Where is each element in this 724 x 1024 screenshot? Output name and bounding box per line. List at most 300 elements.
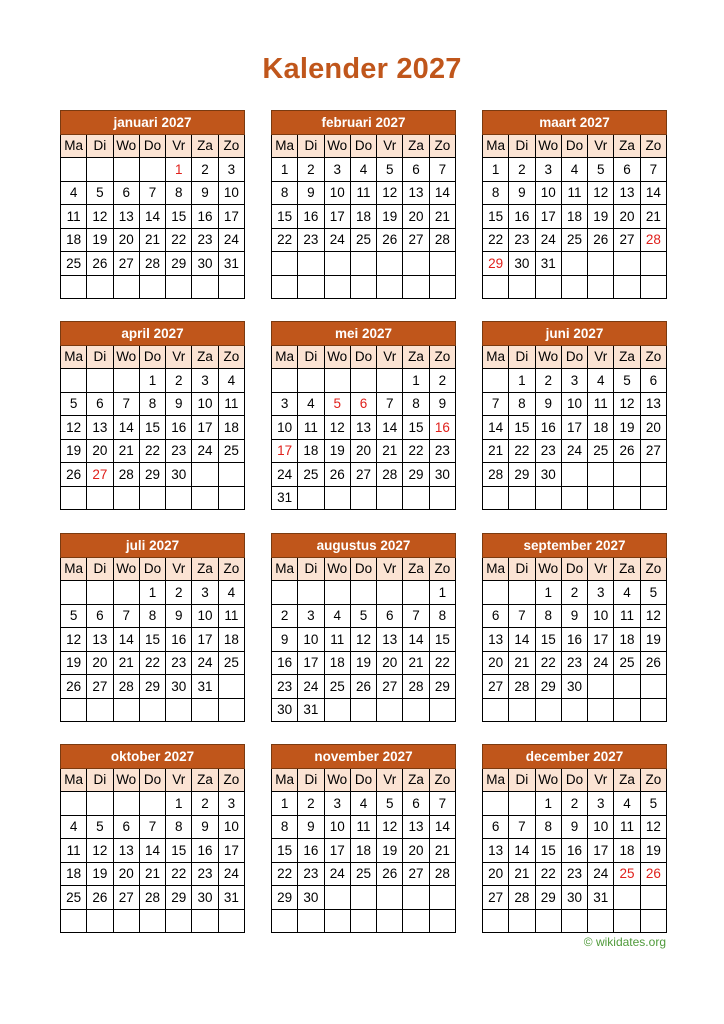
day-cell: 2: [561, 792, 587, 816]
empty-cell: [61, 369, 87, 393]
day-cell: 16: [166, 416, 192, 440]
empty-cell: [429, 909, 455, 933]
day-cell: 27: [350, 463, 376, 487]
day-cell: 9: [192, 181, 218, 205]
empty-cell: [377, 698, 403, 722]
week-row: [272, 604, 456, 628]
day-cell: 4: [61, 181, 87, 205]
weekday-header: Di: [87, 134, 113, 158]
day-cell: 1: [139, 369, 165, 393]
day-cell: 27: [483, 886, 509, 910]
weekday-header: Wo: [113, 557, 139, 581]
day-cell: 20: [483, 862, 509, 886]
day-cell: 6: [640, 369, 666, 393]
weekday-header: Za: [403, 557, 429, 581]
day-cell: 25: [61, 252, 87, 276]
day-cell: 7: [139, 181, 165, 205]
empty-cell: [614, 886, 640, 910]
day-cell: 3: [272, 392, 298, 416]
empty-cell: [640, 252, 666, 276]
empty-cell: [218, 486, 244, 510]
day-cell: 23: [509, 228, 535, 252]
day-cell: 30: [192, 886, 218, 910]
day-cell: 18: [350, 839, 376, 863]
empty-cell: [588, 486, 614, 510]
day-cell: 14: [509, 839, 535, 863]
day-cell: 11: [561, 181, 587, 205]
empty-cell: [429, 886, 455, 910]
day-cell: 11: [61, 205, 87, 229]
week-row: [61, 369, 245, 393]
day-cell: 22: [509, 439, 535, 463]
day-cell: 15: [166, 839, 192, 863]
day-cell: 5: [640, 792, 666, 816]
day-cell: 9: [509, 181, 535, 205]
month-table: [482, 321, 667, 510]
month-header: oktober 2027: [61, 745, 245, 769]
weekday-header: Za: [614, 768, 640, 792]
empty-cell: [483, 581, 509, 605]
empty-cell: [298, 275, 324, 299]
week-row: [61, 792, 245, 816]
weekday-header: Ma: [483, 345, 509, 369]
weekday-header: Ma: [61, 557, 87, 581]
day-cell: 26: [61, 463, 87, 487]
empty-cell: [272, 252, 298, 276]
day-cell: 22: [429, 651, 455, 675]
weekday-header: Di: [298, 557, 324, 581]
weekday-header: Do: [139, 345, 165, 369]
empty-cell: [272, 581, 298, 605]
day-cell: 4: [218, 581, 244, 605]
day-cell: 10: [588, 815, 614, 839]
weekday-header: Zo: [640, 768, 666, 792]
week-row: [483, 252, 667, 276]
day-cell: 15: [139, 416, 165, 440]
empty-cell: [298, 486, 324, 510]
day-cell: 3: [218, 792, 244, 816]
day-cell: 24: [218, 862, 244, 886]
week-row: [272, 205, 456, 229]
empty-cell: [403, 909, 429, 933]
empty-cell: [350, 909, 376, 933]
day-cell: 6: [87, 392, 113, 416]
weekday-header: Za: [614, 134, 640, 158]
day-cell: 13: [87, 416, 113, 440]
empty-cell: [298, 252, 324, 276]
day-cell: 20: [483, 651, 509, 675]
day-cell: 12: [614, 392, 640, 416]
week-row: [61, 439, 245, 463]
empty-cell: [535, 909, 561, 933]
day-cell: 2: [192, 792, 218, 816]
day-cell: 31: [588, 886, 614, 910]
empty-cell: [166, 909, 192, 933]
week-row: [483, 416, 667, 440]
empty-cell: [272, 909, 298, 933]
day-cell: 12: [640, 815, 666, 839]
day-cell: 1: [429, 581, 455, 605]
weekday-header: Wo: [113, 768, 139, 792]
day-cell: 1: [272, 158, 298, 182]
weekday-header: Wo: [535, 768, 561, 792]
day-cell: 19: [614, 416, 640, 440]
day-cell: 21: [509, 862, 535, 886]
week-row: [272, 228, 456, 252]
day-cell: 18: [61, 862, 87, 886]
day-cell: 8: [403, 392, 429, 416]
day-cell: 17: [588, 628, 614, 652]
empty-cell: [87, 275, 113, 299]
day-cell: 3: [588, 792, 614, 816]
day-cell: 15: [509, 416, 535, 440]
day-cell: 22: [166, 862, 192, 886]
empty-cell: [113, 909, 139, 933]
day-cell: 6: [87, 604, 113, 628]
month-table: [482, 110, 667, 299]
empty-cell: [377, 369, 403, 393]
day-cell: 8: [272, 181, 298, 205]
day-cell: 20: [640, 416, 666, 440]
day-cell: 29: [535, 886, 561, 910]
day-cell: 7: [403, 604, 429, 628]
day-cell: 3: [561, 369, 587, 393]
day-cell: 30: [509, 252, 535, 276]
day-cell: 17: [588, 839, 614, 863]
day-cell: 19: [377, 205, 403, 229]
empty-cell: [298, 581, 324, 605]
empty-cell: [192, 275, 218, 299]
day-cell: 5: [350, 604, 376, 628]
day-cell: 23: [272, 675, 298, 699]
day-cell: 27: [113, 886, 139, 910]
day-cell: 17: [324, 839, 350, 863]
weekday-header: Zo: [429, 345, 455, 369]
day-cell: 5: [614, 369, 640, 393]
day-cell: 15: [483, 205, 509, 229]
empty-cell: [561, 275, 587, 299]
week-row: [61, 486, 245, 510]
day-cell: 21: [377, 439, 403, 463]
day-cell: 16: [272, 651, 298, 675]
day-cell: 26: [640, 651, 666, 675]
month-table: [60, 533, 245, 722]
weekday-header: Di: [509, 557, 535, 581]
day-cell: 14: [640, 181, 666, 205]
day-cell: 4: [324, 604, 350, 628]
empty-cell: [588, 698, 614, 722]
week-row: [272, 581, 456, 605]
weekday-header: Zo: [640, 557, 666, 581]
day-cell: 5: [61, 392, 87, 416]
day-cell: 2: [272, 604, 298, 628]
empty-cell: [350, 252, 376, 276]
weekday-header: Di: [87, 768, 113, 792]
day-cell: 9: [298, 815, 324, 839]
month-table: [271, 110, 456, 299]
empty-cell: [324, 369, 350, 393]
day-cell: 11: [588, 392, 614, 416]
day-cell: 12: [588, 181, 614, 205]
month-header: april 2027: [61, 322, 245, 346]
weekday-header: Ma: [483, 134, 509, 158]
day-cell: 4: [614, 792, 640, 816]
weekday-header: Vr: [377, 557, 403, 581]
week-row: [483, 392, 667, 416]
week-row: [483, 181, 667, 205]
day-cell: 6: [350, 392, 376, 416]
day-cell: 22: [166, 228, 192, 252]
empty-cell: [218, 675, 244, 699]
week-row: [61, 815, 245, 839]
empty-cell: [139, 486, 165, 510]
empty-cell: [113, 158, 139, 182]
day-cell: 12: [87, 205, 113, 229]
week-row: [61, 158, 245, 182]
day-cell: 21: [403, 651, 429, 675]
day-cell: 27: [403, 228, 429, 252]
empty-cell: [87, 581, 113, 605]
day-cell: 29: [483, 252, 509, 276]
day-cell: 21: [640, 205, 666, 229]
empty-cell: [640, 909, 666, 933]
day-cell: 19: [350, 651, 376, 675]
week-row: [61, 628, 245, 652]
day-cell: 9: [192, 815, 218, 839]
day-cell: 24: [324, 862, 350, 886]
empty-cell: [166, 698, 192, 722]
day-cell: 14: [377, 416, 403, 440]
empty-cell: [113, 698, 139, 722]
day-cell: 13: [377, 628, 403, 652]
empty-cell: [87, 158, 113, 182]
day-cell: 20: [87, 439, 113, 463]
empty-cell: [640, 886, 666, 910]
empty-cell: [87, 909, 113, 933]
weekday-header: Vr: [377, 345, 403, 369]
day-cell: 4: [350, 158, 376, 182]
empty-cell: [298, 369, 324, 393]
week-row: [61, 275, 245, 299]
day-cell: 12: [640, 604, 666, 628]
week-row: [483, 651, 667, 675]
day-cell: 27: [614, 228, 640, 252]
empty-cell: [87, 792, 113, 816]
day-cell: 7: [113, 392, 139, 416]
day-cell: 15: [535, 839, 561, 863]
day-cell: 7: [429, 792, 455, 816]
week-row: [272, 909, 456, 933]
day-cell: 6: [377, 604, 403, 628]
empty-cell: [324, 275, 350, 299]
weekday-header: Za: [614, 557, 640, 581]
day-cell: 1: [535, 581, 561, 605]
empty-cell: [614, 275, 640, 299]
day-cell: 13: [614, 181, 640, 205]
month-table: [271, 744, 456, 933]
day-cell: 23: [166, 651, 192, 675]
day-cell: 7: [509, 815, 535, 839]
day-cell: 20: [403, 205, 429, 229]
day-cell: 17: [218, 839, 244, 863]
month-header: november 2027: [272, 745, 456, 769]
weekday-header: Do: [350, 345, 376, 369]
empty-cell: [614, 675, 640, 699]
day-cell: 28: [113, 463, 139, 487]
day-cell: 12: [350, 628, 376, 652]
week-row: [483, 675, 667, 699]
day-cell: 5: [324, 392, 350, 416]
empty-cell: [350, 275, 376, 299]
empty-cell: [324, 886, 350, 910]
week-row: [61, 463, 245, 487]
day-cell: 19: [588, 205, 614, 229]
day-cell: 10: [192, 392, 218, 416]
day-cell: 23: [298, 228, 324, 252]
day-cell: 8: [483, 181, 509, 205]
day-cell: 3: [324, 792, 350, 816]
day-cell: 25: [561, 228, 587, 252]
day-cell: 12: [377, 815, 403, 839]
day-cell: 7: [113, 604, 139, 628]
day-cell: 1: [509, 369, 535, 393]
weekday-header: Wo: [535, 134, 561, 158]
day-cell: 25: [61, 886, 87, 910]
weekday-header: Do: [139, 134, 165, 158]
day-cell: 12: [324, 416, 350, 440]
day-cell: 24: [535, 228, 561, 252]
day-cell: 26: [87, 252, 113, 276]
day-cell: 29: [272, 886, 298, 910]
week-row: [61, 604, 245, 628]
day-cell: 19: [61, 651, 87, 675]
weekday-header: Vr: [166, 345, 192, 369]
weekday-header: Ma: [483, 768, 509, 792]
day-cell: 20: [350, 439, 376, 463]
weekday-header: Za: [403, 345, 429, 369]
day-cell: 8: [166, 815, 192, 839]
weekday-header: Zo: [429, 134, 455, 158]
empty-cell: [614, 909, 640, 933]
week-row: [61, 181, 245, 205]
day-cell: 16: [192, 205, 218, 229]
day-cell: 25: [324, 675, 350, 699]
week-row: [272, 698, 456, 722]
day-cell: 11: [298, 416, 324, 440]
day-cell: 14: [113, 628, 139, 652]
day-cell: 5: [588, 158, 614, 182]
day-cell: 14: [483, 416, 509, 440]
day-cell: 28: [377, 463, 403, 487]
day-cell: 17: [561, 416, 587, 440]
weekday-header: Vr: [588, 345, 614, 369]
empty-cell: [483, 909, 509, 933]
weekday-header: Ma: [272, 134, 298, 158]
empty-cell: [429, 252, 455, 276]
weekday-header: Wo: [113, 345, 139, 369]
weekday-header: Do: [561, 345, 587, 369]
empty-cell: [535, 275, 561, 299]
day-cell: 19: [377, 839, 403, 863]
day-cell: 9: [535, 392, 561, 416]
empty-cell: [429, 275, 455, 299]
week-row: [61, 839, 245, 863]
day-cell: 2: [429, 369, 455, 393]
day-cell: 16: [166, 628, 192, 652]
day-cell: 17: [272, 439, 298, 463]
day-cell: 22: [483, 228, 509, 252]
day-cell: 16: [561, 628, 587, 652]
day-cell: 16: [298, 205, 324, 229]
day-cell: 18: [588, 416, 614, 440]
empty-cell: [113, 792, 139, 816]
day-cell: 4: [298, 392, 324, 416]
empty-cell: [113, 486, 139, 510]
empty-cell: [139, 158, 165, 182]
day-cell: 9: [272, 628, 298, 652]
empty-cell: [483, 698, 509, 722]
empty-cell: [377, 486, 403, 510]
day-cell: 19: [640, 839, 666, 863]
day-cell: 6: [113, 815, 139, 839]
day-cell: 10: [218, 181, 244, 205]
weekday-header: Wo: [535, 345, 561, 369]
empty-cell: [350, 886, 376, 910]
empty-cell: [272, 369, 298, 393]
day-cell: 22: [272, 228, 298, 252]
week-row: [483, 486, 667, 510]
day-cell: 31: [218, 886, 244, 910]
day-cell: 26: [87, 886, 113, 910]
empty-cell: [640, 486, 666, 510]
day-cell: 7: [377, 392, 403, 416]
day-cell: 16: [535, 416, 561, 440]
day-cell: 4: [218, 369, 244, 393]
empty-cell: [113, 581, 139, 605]
day-cell: 18: [324, 651, 350, 675]
day-cell: 18: [218, 416, 244, 440]
weekday-header: Zo: [429, 768, 455, 792]
week-row: [61, 581, 245, 605]
empty-cell: [192, 486, 218, 510]
empty-cell: [218, 463, 244, 487]
empty-cell: [61, 158, 87, 182]
weekday-header: Do: [350, 768, 376, 792]
empty-cell: [561, 698, 587, 722]
day-cell: 24: [192, 439, 218, 463]
day-cell: 23: [192, 862, 218, 886]
day-cell: 6: [113, 181, 139, 205]
day-cell: 21: [139, 228, 165, 252]
weekday-header: Ma: [272, 768, 298, 792]
day-cell: 25: [614, 651, 640, 675]
day-cell: 21: [429, 205, 455, 229]
day-cell: 24: [218, 228, 244, 252]
day-cell: 9: [429, 392, 455, 416]
week-row: [272, 628, 456, 652]
day-cell: 2: [298, 158, 324, 182]
week-row: [483, 369, 667, 393]
weekday-header: Ma: [483, 557, 509, 581]
day-cell: 12: [61, 628, 87, 652]
month-header: september 2027: [483, 534, 667, 558]
day-cell: 28: [509, 675, 535, 699]
weekday-header: Di: [87, 557, 113, 581]
day-cell: 11: [61, 839, 87, 863]
day-cell: 5: [377, 792, 403, 816]
empty-cell: [614, 252, 640, 276]
day-cell: 11: [614, 815, 640, 839]
